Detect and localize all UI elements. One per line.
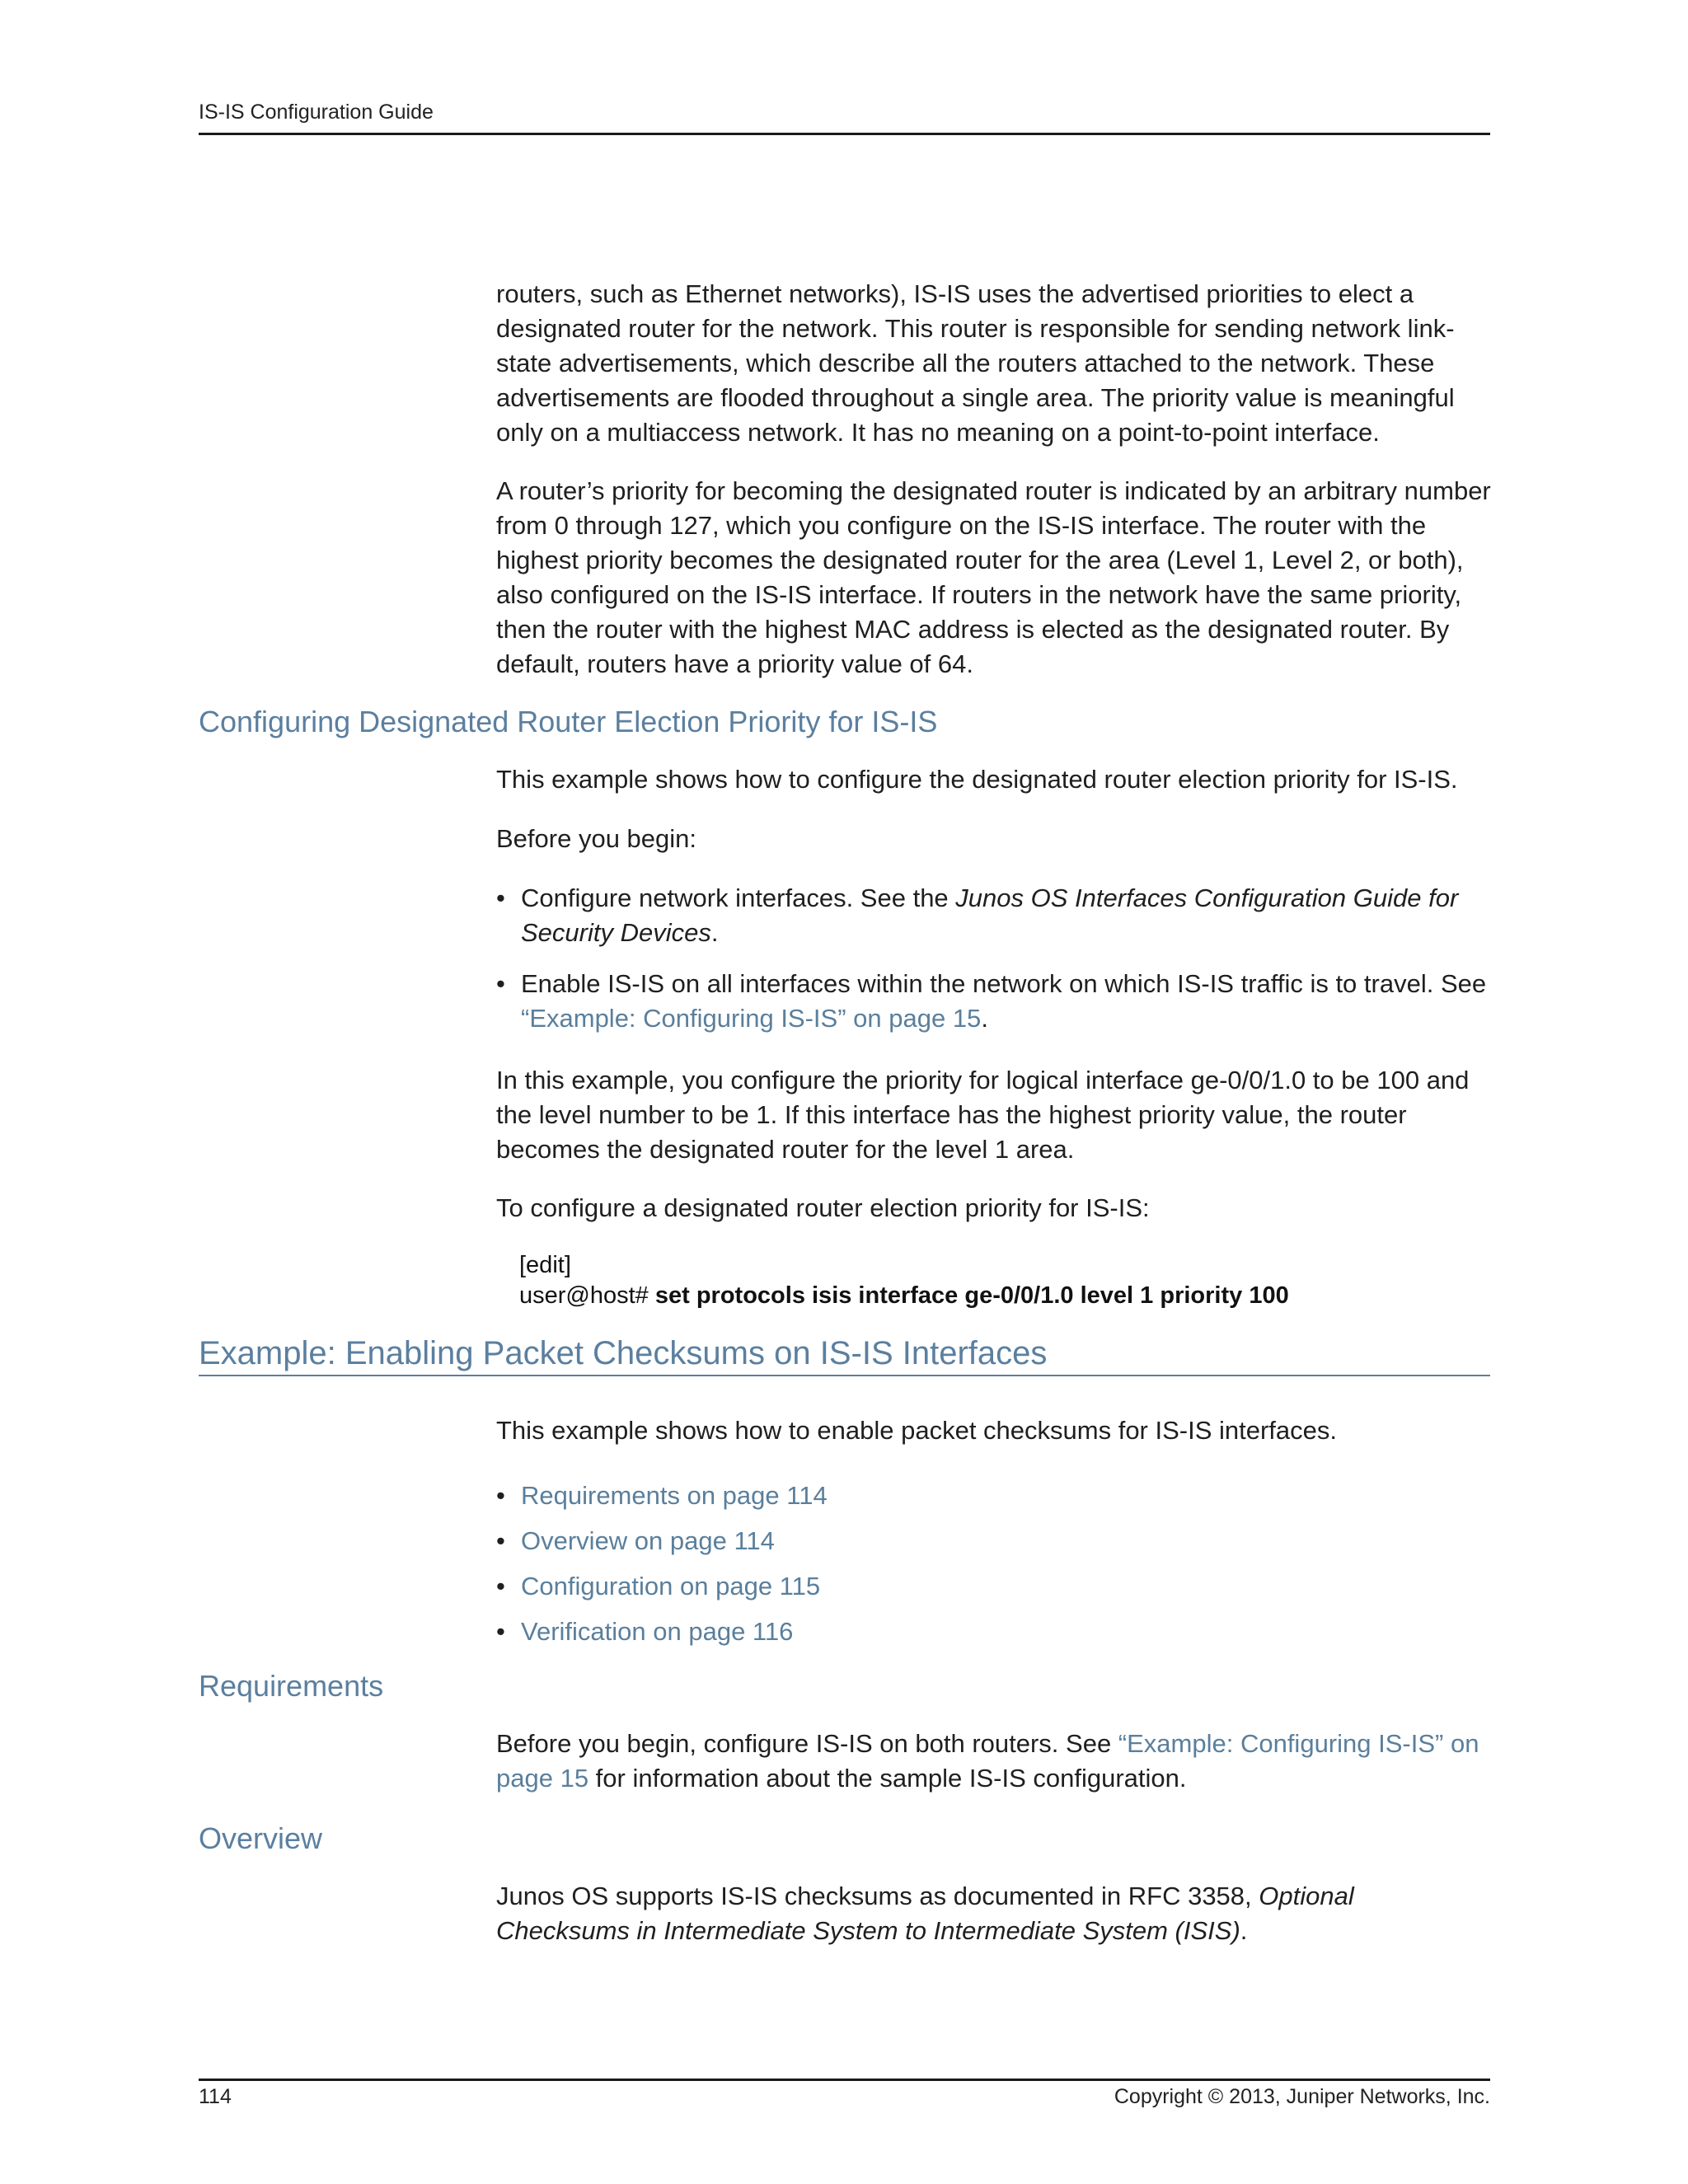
heading-underline [199,1375,1490,1376]
prerequisite-list [496,881,1493,1036]
list-item [496,967,1493,1036]
bullet-icon: • [496,883,505,912]
section-heading-priority: Configuring Designated Router Election Priority for IS-IS [199,705,938,738]
bullet-punctuation: . [710,918,719,947]
running-header-title: IS-IS Configuration Guide [199,101,434,124]
overview-punctuation: . [1240,1916,1248,1945]
toc-item [496,1563,1493,1609]
bullet-punctuation: . [981,1004,988,1033]
requirements-text: Before you begin, configure IS-IS on both routers. See [496,1729,1118,1758]
requirements-heading: Requirements [199,1669,384,1703]
intro-paragraph-2: A router’s priority for becoming the designated router is indicated by an arbitrary number from 0 through 127, which you configure on the IS-IS interface. The router with the highest priority becomes the designated router for the area (Level 1, Level 2, or both), also configured on the IS-IS interface. If routers in the network have the same priority, then the router with the highest MAC address is elected as the designated router. By default, routers have a priority value of 64. [496,476,1491,678]
bullet-icon: • [496,969,505,998]
toc-item [496,1609,1493,1654]
bullet-icon: • [496,1617,505,1646]
requirements-example-link[interactable]: “Example: Configuring IS-IS” on page 15 [496,1729,1479,1793]
toc-link-requirements[interactable]: Requirements on page 114 [521,1481,828,1510]
intro-paragraph-1: routers, such as Ethernet networks), IS-IS uses the advertised priorities to elect a designated router for the network. This router is responsible for sending network link-state advertisements, which describe all the routers attached to the network. These advertisements are flooded throughout a single area. The priority value is meaningful only on a multiaccess network. It has no meaning on a point-to-point interface. [496,279,1455,447]
bullet-icon: • [496,1572,505,1601]
requirements-paragraph [496,1727,1493,1796]
bullet-text: Configure network interfaces. See the [521,883,956,912]
overview-heading: Overview [199,1821,323,1855]
code-line-command [519,1281,1484,1311]
bullet-text: Enable IS-IS on all interfaces within the network on which IS-IS traffic is to travel. See [521,969,1487,998]
overview-text: Junos OS supports IS-IS checksums as documented in RFC 3358, [496,1882,1259,1910]
header-rule [199,133,1490,135]
code-block [519,1250,1484,1311]
priority-paragraph-1: This example shows how to configure the designated router election priority for IS-IS. [496,765,1458,794]
footer-rule [199,2079,1490,2081]
toc-item [496,1518,1493,1563]
toc-item [496,1473,1493,1518]
cli-prompt: user@host# [519,1282,655,1309]
priority-paragraph-4: To configure a designated router election priority for IS-IS: [496,1193,1150,1222]
cli-command: set protocols isis interface ge-0/0/1.0 level 1 priority 100 [654,1282,1289,1309]
bullet-icon: • [496,1481,505,1510]
toc-list [496,1473,1493,1654]
rfc-title: Optional Checksums in Intermediate System to Intermediate System (ISIS) [496,1882,1354,1945]
example-configuring-isis-link[interactable]: “Example: Configuring IS-IS” on page 15 [521,1004,982,1033]
guide-title: Junos OS Interfaces Configuration Guide for Security Devices [521,883,1459,947]
list-item [496,881,1493,950]
toc-link-verification[interactable]: Verification on page 116 [521,1617,794,1646]
bullet-icon: • [496,1526,505,1555]
section-heading-checksums: Example: Enabling Packet Checksums on IS-IS Interfaces [199,1335,1048,1371]
requirements-text-end: for information about the sample IS-IS configuration. [588,1764,1187,1793]
checksums-paragraph-1: This example shows how to enable packet checksums for IS-IS interfaces. [496,1416,1338,1445]
priority-paragraph-2: Before you begin: [496,824,697,853]
page-number: 114 [199,2085,232,2108]
toc-link-overview[interactable]: Overview on page 114 [521,1526,775,1555]
priority-paragraph-3: In this example, you configure the priority for logical interface ge-0/0/1.0 to be 100 and the level number to be 1. If this interface has the highest priority value, the router becomes the designated router for the level 1 area. [496,1066,1470,1164]
overview-paragraph [496,1879,1493,1948]
code-line-edit: [edit] [519,1252,571,1278]
copyright-notice: Copyright © 2013, Juniper Networks, Inc. [1114,2085,1490,2108]
toc-link-configuration[interactable]: Configuration on page 115 [521,1572,821,1601]
